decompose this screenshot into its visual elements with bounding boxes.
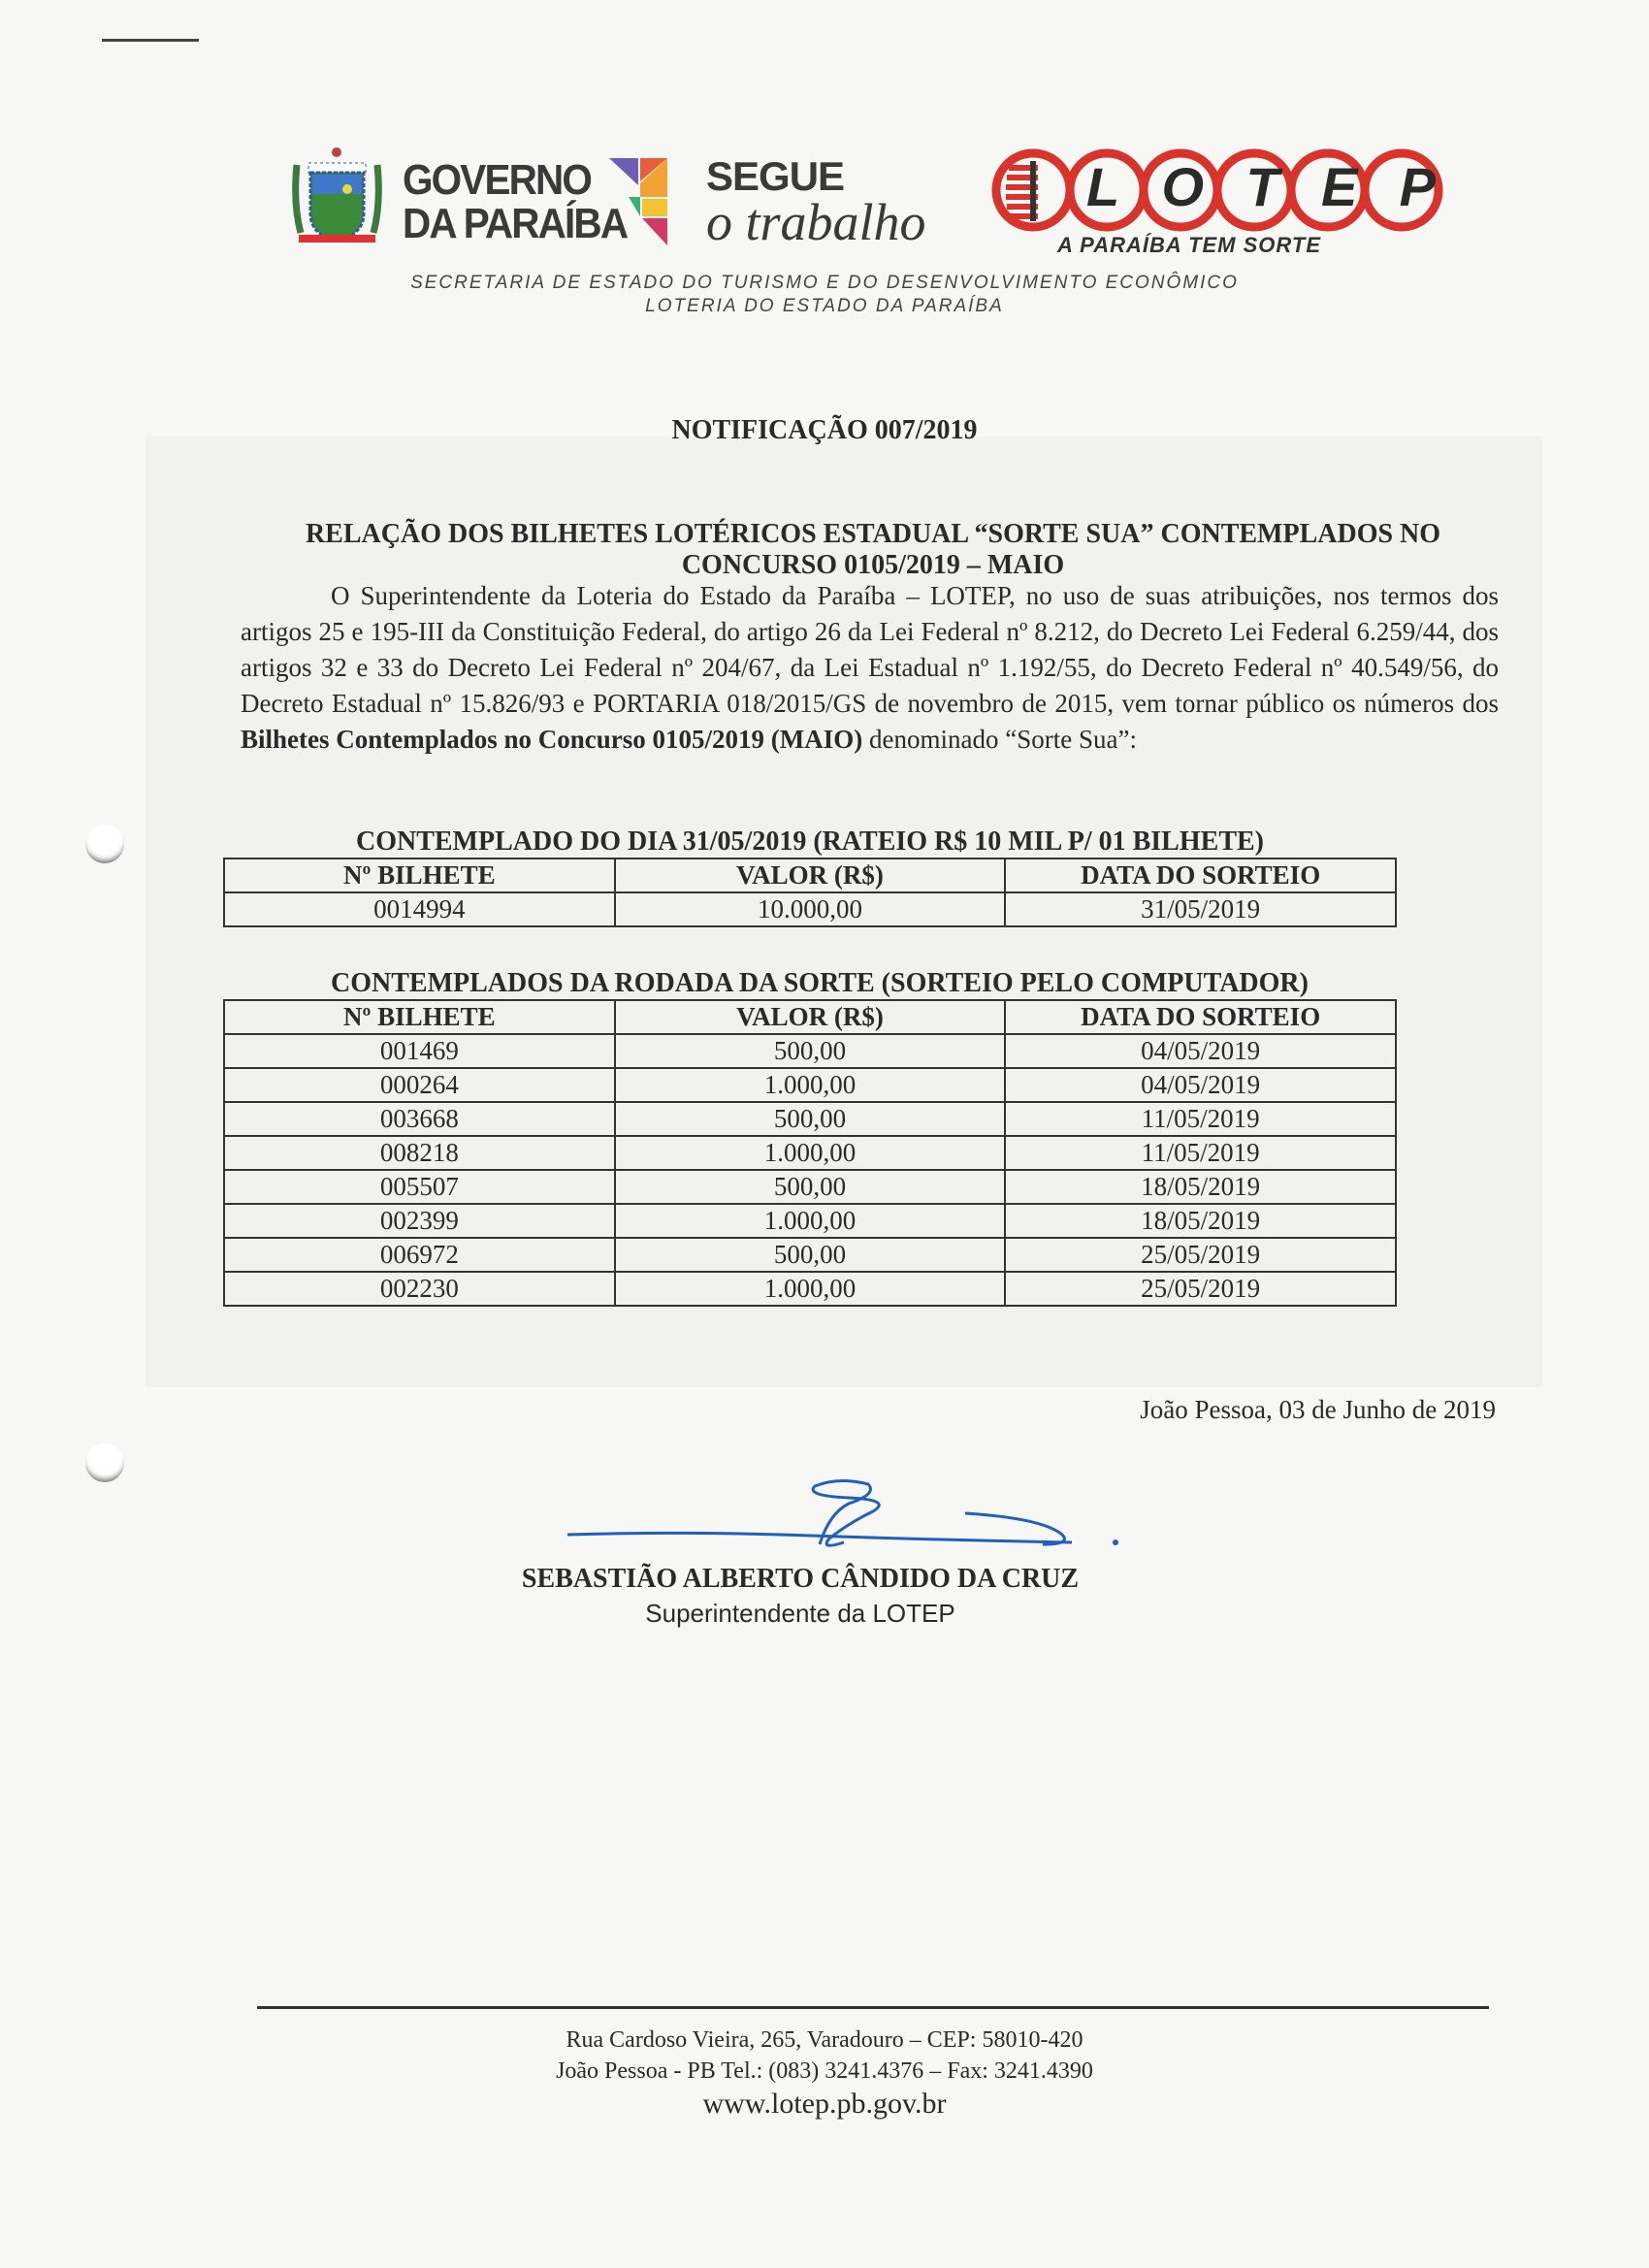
government-line1: GOVERNO	[403, 156, 592, 204]
draw-date: 18/05/2019	[1005, 1204, 1396, 1238]
government-line2: DA PARAÍBA	[403, 200, 628, 247]
ticket-number: 008218	[224, 1136, 615, 1170]
table-row	[224, 1272, 1396, 1306]
table-row	[224, 1034, 1396, 1068]
header-ticket: Nº BILHETE	[224, 1000, 615, 1034]
draw-date: 18/05/2019	[1005, 1170, 1396, 1204]
campaign-logo-icon	[609, 158, 679, 245]
ticket-number: 002230	[224, 1272, 615, 1306]
campaign-line2: o trabalho	[706, 193, 926, 251]
lotep-letter: T	[1245, 156, 1279, 217]
table-row	[224, 1102, 1396, 1136]
punch-hole	[85, 1443, 124, 1482]
draw-date: 25/05/2019	[1005, 1272, 1396, 1306]
draw-date: 04/05/2019	[1005, 1068, 1396, 1102]
document-subtitle	[233, 519, 1513, 581]
table-row	[224, 1204, 1396, 1238]
lotep-letters	[1086, 155, 1436, 218]
rodada-table	[223, 999, 1397, 1307]
ticket-number: 001469	[224, 1034, 615, 1068]
government-logo-text	[403, 158, 627, 245]
prize-value: 1.000,00	[615, 1272, 1006, 1306]
footer-divider	[257, 2006, 1489, 2009]
ticket-number: 005507	[224, 1170, 615, 1204]
rodada-caption: CONTEMPLADOS DA RODADA DA SORTE (SORTEIO PELO COMPUTADOR)	[331, 968, 1309, 998]
notification-title: NOTIFICAÇÃO 007/2019	[671, 415, 978, 445]
footer-address: Rua Cardoso Vieira, 265, Varadouro – CEP: 58010-420	[566, 2027, 1083, 2053]
subtitle-line1: RELAÇÃO DOS BILHETES LOTÉRICOS ESTADUAL “SORTE SUA” CONTEMPLADOS NO	[305, 519, 1441, 549]
header-value: VALOR (R$)	[615, 1000, 1006, 1034]
table-row	[224, 1170, 1396, 1204]
signer-role: Superintendente da LOTEP	[645, 1599, 955, 1628]
prize-value: 10.000,00	[615, 892, 1006, 926]
table-row	[224, 1238, 1396, 1272]
table-header-row	[224, 1000, 1396, 1034]
draw-date: 11/05/2019	[1005, 1136, 1396, 1170]
ticket-number: 000264	[224, 1068, 615, 1102]
header-ticket: Nº BILHETE	[224, 859, 615, 892]
secretaria-line2: LOTERIA DO ESTADO DA PARAÍBA	[645, 296, 1004, 316]
prize-value: 500,00	[615, 1170, 1006, 1204]
table-row	[224, 1136, 1396, 1170]
signature-icon	[558, 1474, 1140, 1571]
footer-contact: João Pessoa - PB Tel.: (083) 3241.4376 – Fax: 3241.4390	[556, 2058, 1093, 2084]
lotep-letter: L	[1086, 156, 1120, 217]
secretaria-block	[0, 272, 1649, 318]
paragraph-bold: Bilhetes Contemplados no Concurso 0105/2019 (MAIO)	[241, 725, 863, 754]
lotep-letter: P	[1399, 156, 1436, 217]
ticket-number: 003668	[224, 1102, 615, 1136]
table-row	[224, 892, 1396, 926]
place-and-date: João Pessoa, 03 de Junho de 2019	[1140, 1395, 1496, 1424]
table-row	[224, 1068, 1396, 1102]
main-prize-table	[223, 858, 1397, 927]
coat-of-arms-icon	[291, 146, 383, 247]
prize-value: 500,00	[615, 1238, 1006, 1272]
main-prize-caption: CONTEMPLADO DO DIA 31/05/2019 (RATEIO R$ 10 MIL P/ 01 BILHETE)	[355, 826, 1264, 857]
ticket-number: 0014994	[224, 892, 615, 926]
intro-paragraph	[241, 578, 1499, 758]
main-prize-section	[223, 826, 1397, 927]
prize-value: 500,00	[615, 1034, 1006, 1068]
scan-mark	[102, 39, 199, 42]
draw-date: 04/05/2019	[1005, 1034, 1396, 1068]
paragraph-text: O Superintendente da Loteria do Estado da Paraíba – LOTEP, no uso de suas atribuições, nos termos dos artigos 25 e 195-III da Constituição Federal, do artigo 26 da Lei Federal nº 8.212, do Decreto Lei Federal 6.259/44, dos artigos 32 e 33 do Decreto Lei Federal nº 204/67, da Lei Estadual nº 1.192/55, do Decreto Federal nº 40.549/56, do Decreto Estadual nº 15.826/93 e PORTARIA 018/2015/GS de novembro de 2015, vem tornar público os números dos	[241, 581, 1499, 718]
table-header-row	[224, 859, 1396, 892]
signer-name: SEBASTIÃO ALBERTO CÂNDIDO DA CRUZ	[521, 1564, 1080, 1594]
prize-value: 1.000,00	[615, 1204, 1006, 1238]
lotep-letter: E	[1320, 156, 1358, 217]
subtitle-line2: CONCURSO 0105/2019 – MAIO	[681, 550, 1065, 580]
campaign-line1: SEGUE	[706, 153, 845, 199]
paragraph-end: denominado “Sorte Sua”:	[862, 725, 1137, 754]
rodada-section	[223, 968, 1416, 1307]
prize-value: 500,00	[615, 1102, 1006, 1136]
header-value: VALOR (R$)	[615, 859, 1006, 892]
draw-date: 25/05/2019	[1005, 1238, 1396, 1272]
secretaria-line1: SECRETARIA DE ESTADO DO TURISMO E DO DESENVOLVIMENTO ECONÔMICO	[410, 273, 1239, 293]
draw-date: 11/05/2019	[1005, 1102, 1396, 1136]
header-date: DATA DO SORTEIO	[1005, 859, 1396, 892]
lotep-letter: O	[1161, 156, 1205, 217]
draw-date: 31/05/2019	[1005, 892, 1396, 926]
header-date: DATA DO SORTEIO	[1005, 1000, 1396, 1034]
lotep-slogan: A PARAÍBA TEM SORTE	[1057, 233, 1322, 257]
prize-value: 1.000,00	[615, 1136, 1006, 1170]
footer-website[interactable]: www.lotep.pb.gov.br	[702, 2088, 947, 2120]
ticket-number: 002399	[224, 1204, 615, 1238]
punch-hole	[85, 825, 124, 863]
ticket-number: 006972	[224, 1238, 615, 1272]
prize-value: 1.000,00	[615, 1068, 1006, 1102]
